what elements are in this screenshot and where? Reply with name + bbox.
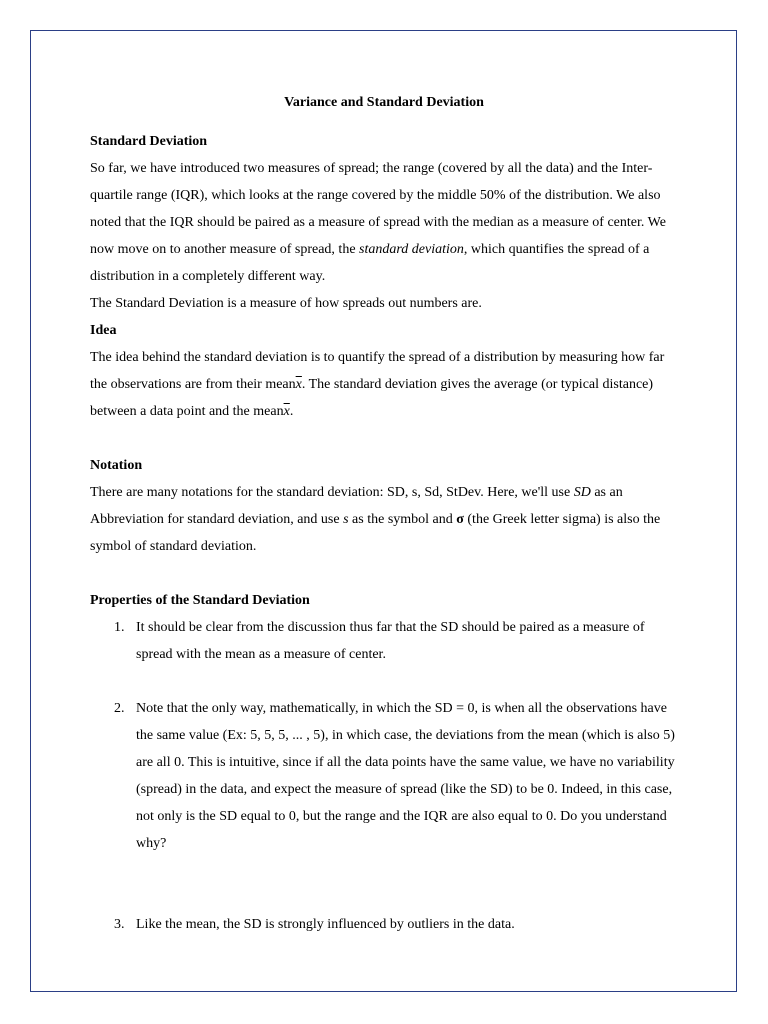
spacer bbox=[90, 857, 680, 911]
notation-paragraph bbox=[90, 479, 680, 560]
paragraph-text: (the Greek letter sigma) is also the symbol of standard deviation. bbox=[90, 512, 661, 554]
section-heading-properties: Properties of the Standard Deviation bbox=[90, 593, 310, 608]
list-item-text: Note that the only way, mathematically, in which the SD = 0, is when all the observations have the same value (Ex: 5, 5, 5, ... , 5), in which case, the deviations from the mean (which is also 5) are all 0. This is intuitive, since if all the data points have the same value, we have no variability (spread) in the data, and expect the measure of spread (like the SD) to be 0. Indeed, in this case, not only is the SD equal to 0, but the range and the IQR are also equal to 0. Do you understand why? bbox=[136, 701, 675, 851]
list-item-text: Like the mean, the SD is strongly influenced by outliers in the data. bbox=[136, 917, 515, 932]
list-item-number: 2. bbox=[114, 701, 125, 716]
spacer bbox=[90, 668, 680, 695]
paragraph-text: The idea behind the standard deviation is to quantify the spread of a distribution by measuring how far the observations are from their mean bbox=[90, 350, 665, 392]
paragraph-text: . bbox=[289, 404, 294, 419]
document-title: Variance and Standard Deviation bbox=[284, 95, 484, 110]
list-item bbox=[90, 695, 680, 857]
section-heading-idea: Idea bbox=[90, 323, 117, 338]
spacer bbox=[90, 425, 680, 452]
list-item bbox=[90, 614, 680, 668]
mean-symbol: $\overline{x}$ bbox=[295, 377, 302, 392]
spacer bbox=[90, 116, 680, 128]
emphasis-s: s bbox=[343, 512, 349, 527]
list-item bbox=[90, 911, 680, 938]
spacer bbox=[90, 560, 680, 587]
paragraph-text: There are many notations for the standard deviation: SD, s, Sd, StDev. Here, we'll use bbox=[90, 485, 574, 500]
mean-symbol: $\overline{x}$ bbox=[283, 404, 290, 419]
paragraph-text: , which quantifies the spread of a distribution in a completely different way. bbox=[90, 242, 650, 284]
paragraph-text: as an Abbreviation for standard deviation, and use bbox=[90, 485, 623, 527]
emphasis-sd: SD bbox=[573, 485, 591, 500]
properties-list bbox=[90, 614, 680, 938]
idea-paragraph bbox=[90, 344, 680, 425]
standard-deviation-paragraph bbox=[90, 155, 680, 290]
paragraph-text: . The standard deviation gives the average (or typical distance) between a data point and the mean bbox=[90, 377, 654, 419]
sigma-symbol: σ bbox=[456, 512, 464, 527]
list-item-text: It should be clear from the discussion thus far that the SD should be paired as a measure of spread with the mean as a measure of center. bbox=[136, 620, 645, 662]
section-heading-notation: Notation bbox=[90, 458, 143, 473]
document-body bbox=[90, 89, 680, 938]
standard-deviation-definition: The Standard Deviation is a measure of how spreads out numbers are. bbox=[90, 296, 482, 311]
list-item-number: 1. bbox=[114, 620, 125, 635]
emphasis-standard-deviation: standard deviation bbox=[359, 242, 464, 257]
section-heading-standard-deviation: Standard Deviation bbox=[90, 134, 208, 149]
paragraph-text: as the symbol and bbox=[348, 512, 457, 527]
paragraph-text: So far, we have introduced two measures of spread; the range (covered by all the data) and the Inter-quartile range (IQR), which looks at the range covered by the middle 50% of the distribution. We also noted that the IQR should be paired as a measure of spread with the median as a measure of center. We now move on to another measure of spread, the bbox=[90, 161, 666, 257]
list-item-number: 3. bbox=[114, 917, 125, 932]
